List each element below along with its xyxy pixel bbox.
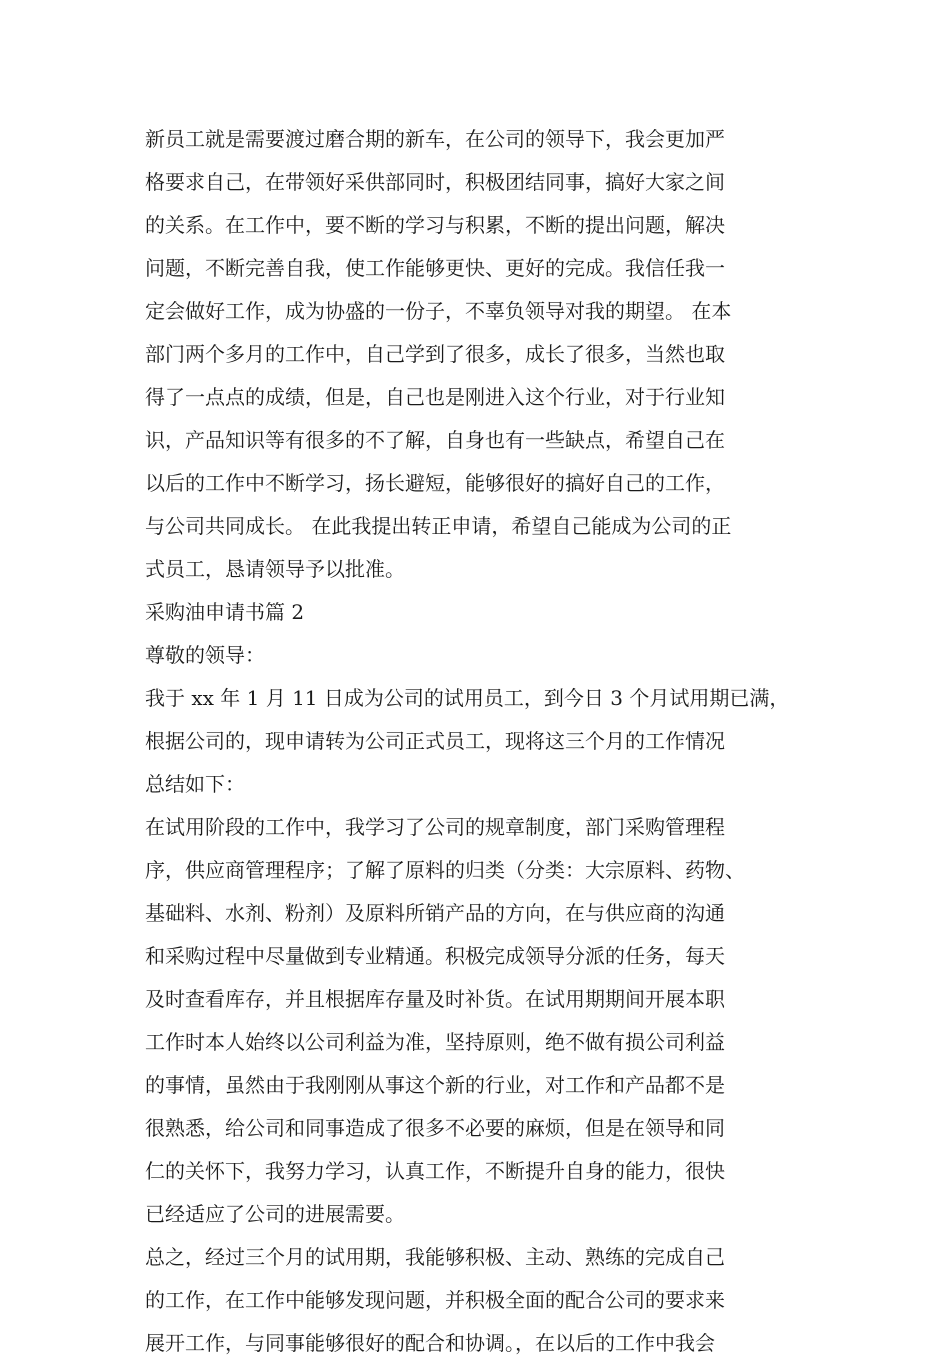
text-line: 部门两个多月的工作中，自己学到了很多，成长了很多，当然也取 xyxy=(145,342,725,366)
text-line: 总之，经过三个月的试用期，我能够积极、主动、熟练的完成自己 xyxy=(145,1245,725,1269)
text-line: 得了一点点的成绩，但是，自己也是刚进入这个行业，对于行业知 xyxy=(145,385,725,409)
text-line: 很熟悉，给公司和同事造成了很多不必要的麻烦，但是在领导和同 xyxy=(145,1116,725,1140)
text-line: 格要求自己，在带领好采供部同时，积极团结同事，搞好大家之间 xyxy=(145,170,725,194)
text-line: 以后的工作中不断学习，扬长避短，能够很好的搞好自己的工作， xyxy=(145,471,725,495)
text-line: 的关系。在工作中，要不断的学习与积累，不断的提出问题，解决 xyxy=(145,213,725,237)
text-line: 式员工，恳请领导予以批准。 xyxy=(145,557,405,581)
text-line: 在试用阶段的工作中，我学习了公司的规章制度，部门采购管理程 xyxy=(145,815,725,839)
text-line: 已经适应了公司的进展需要。 xyxy=(145,1202,405,1226)
text-line: 序，供应商管理程序；了解了原料的归类（分类：大宗原料、药物、 xyxy=(145,858,745,882)
text-line: 基础料、水剂、粉剂）及原料所销产品的方向，在与供应商的沟通 xyxy=(145,901,725,925)
text-line: 我于 xx 年 1 月 11 日成为公司的试用员工，到今日 3 个月试用期已满， xyxy=(145,686,790,710)
text-line: 新员工就是需要渡过磨合期的新车，在公司的领导下，我会更加严 xyxy=(145,127,725,151)
section-heading: 采购油申请书篇 2 xyxy=(145,600,305,624)
text-line: 工作时本人始终以公司利益为准，坚持原则，绝不做有损公司利益 xyxy=(145,1030,725,1054)
text-line: 及时查看库存，并且根据库存量及时补货。在试用期期间开展本职 xyxy=(145,987,725,1011)
text-line: 问题，不断完善自我，使工作能够更快、更好的完成。我信任我一 xyxy=(145,256,725,280)
salutation: 尊敬的领导： xyxy=(145,643,265,667)
text-line: 定会做好工作，成为协盛的一份子，不辜负领导对我的期望。 在本 xyxy=(145,299,732,323)
text-line: 识，产品知识等有很多的不了解，自身也有一些缺点，希望自己在 xyxy=(145,428,725,452)
text-line: 和采购过程中尽量做到专业精通。积极完成领导分派的任务，每天 xyxy=(145,944,725,968)
text-line: 仁的关怀下，我努力学习，认真工作，不断提升自身的能力，很快 xyxy=(145,1159,725,1183)
text-line: 与公司共同成长。 在此我提出转正申请，希望自己能成为公司的正 xyxy=(145,514,732,538)
text-line: 的事情，虽然由于我刚刚从事这个新的行业，对工作和产品都不是 xyxy=(145,1073,725,1097)
text-line: 总结如下： xyxy=(145,772,245,796)
text-line: 的工作，在工作中能够发现问题，并积极全面的配合公司的要求来 xyxy=(145,1288,725,1312)
text-line: 展开工作，与同事能够很好的配合和协调。，在以后的工作中我会 xyxy=(145,1331,715,1355)
document-body xyxy=(145,118,810,1365)
text-line: 根据公司的，现申请转为公司正式员工，现将这三个月的工作情况 xyxy=(145,729,725,753)
